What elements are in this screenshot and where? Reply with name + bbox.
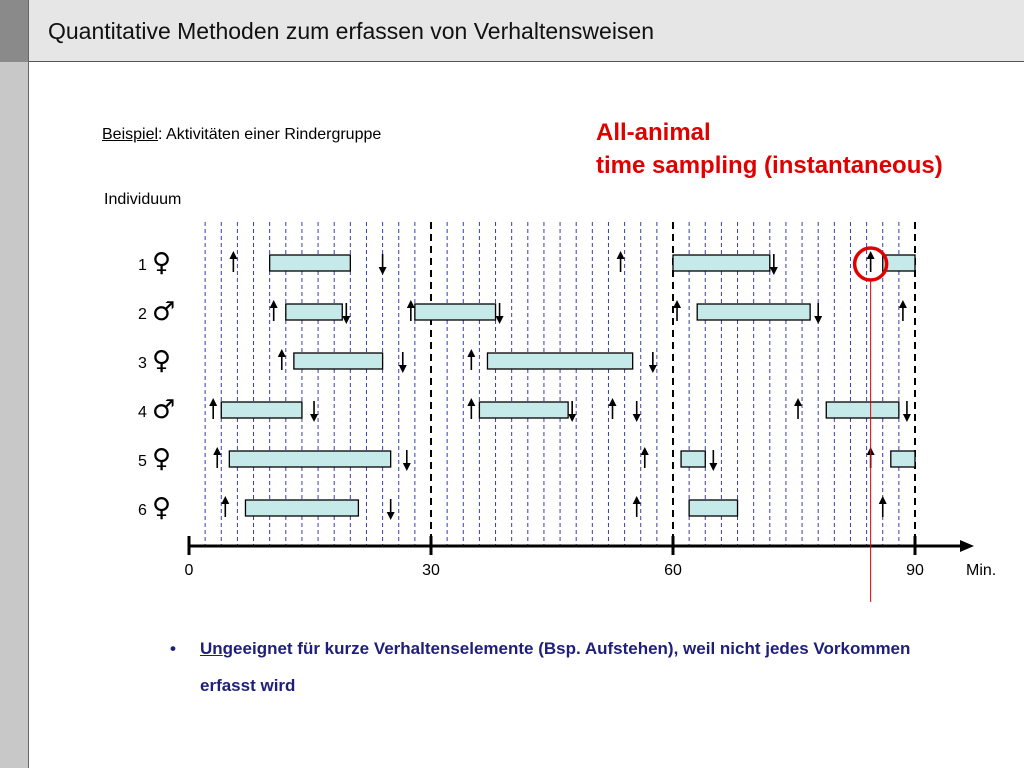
x-tick-label: 0 bbox=[184, 562, 194, 579]
activity-bar bbox=[891, 451, 915, 467]
x-axis-unit: Min. bbox=[966, 562, 997, 579]
y-axis-label: Individuum bbox=[104, 191, 182, 208]
bullet-item bbox=[170, 630, 970, 704]
method-title-line1: All-animal bbox=[596, 119, 711, 146]
female-symbol-icon: ♀ bbox=[152, 493, 172, 523]
individual-id: 3 bbox=[138, 355, 147, 372]
male-symbol-icon: ♂ bbox=[152, 395, 176, 425]
activity-bar bbox=[826, 402, 899, 418]
activity-bar bbox=[673, 255, 770, 271]
activity-bar bbox=[479, 402, 568, 418]
activity-bar bbox=[415, 304, 496, 320]
individual-row-2 bbox=[138, 297, 903, 327]
individual-id: 2 bbox=[138, 306, 147, 323]
activity-bar bbox=[286, 304, 342, 320]
activity-bar bbox=[294, 353, 383, 369]
male-symbol-icon: ♂ bbox=[152, 297, 176, 327]
x-tick-label: 60 bbox=[664, 562, 682, 579]
bullet-text: geeignet für kurze Verhaltenselemente (Bsp. Aufstehen), weil nicht jedes Vorkommen erfasst wird bbox=[200, 639, 911, 695]
individual-id: 6 bbox=[138, 502, 147, 519]
x-tick-label: 30 bbox=[422, 562, 440, 579]
x-tick-label: 90 bbox=[906, 562, 924, 579]
activity-bar bbox=[229, 451, 390, 467]
female-symbol-icon: ♀ bbox=[152, 346, 172, 376]
bullet-underlined-text: Un bbox=[200, 639, 223, 658]
activity-bar bbox=[221, 402, 302, 418]
individual-row-1 bbox=[138, 248, 915, 278]
activity-bar bbox=[697, 304, 810, 320]
female-symbol-icon: ♀ bbox=[152, 248, 172, 278]
individual-row-6 bbox=[138, 493, 883, 523]
individual-id: 5 bbox=[138, 453, 147, 470]
activity-bar bbox=[270, 255, 351, 271]
bullet-dot-icon: • bbox=[170, 639, 176, 658]
individual-row-3 bbox=[138, 346, 653, 376]
activity-bar bbox=[487, 353, 632, 369]
activity-bar bbox=[245, 500, 358, 516]
individual-id: 1 bbox=[138, 257, 147, 274]
slide-title: Quantitative Methoden zum erfassen von Verhaltensweisen bbox=[48, 18, 655, 44]
example-description: : Aktivitäten einer Rindergruppe bbox=[158, 126, 382, 143]
individual-id: 4 bbox=[138, 404, 147, 421]
individual-row-5 bbox=[138, 444, 915, 474]
female-symbol-icon: ♀ bbox=[152, 444, 172, 474]
activity-bar bbox=[689, 500, 737, 516]
method-title-line2: time sampling (instantaneous) bbox=[596, 152, 943, 179]
example-key: Beispiel bbox=[102, 126, 159, 143]
activity-bar bbox=[681, 451, 705, 467]
bullet-list bbox=[170, 630, 970, 704]
